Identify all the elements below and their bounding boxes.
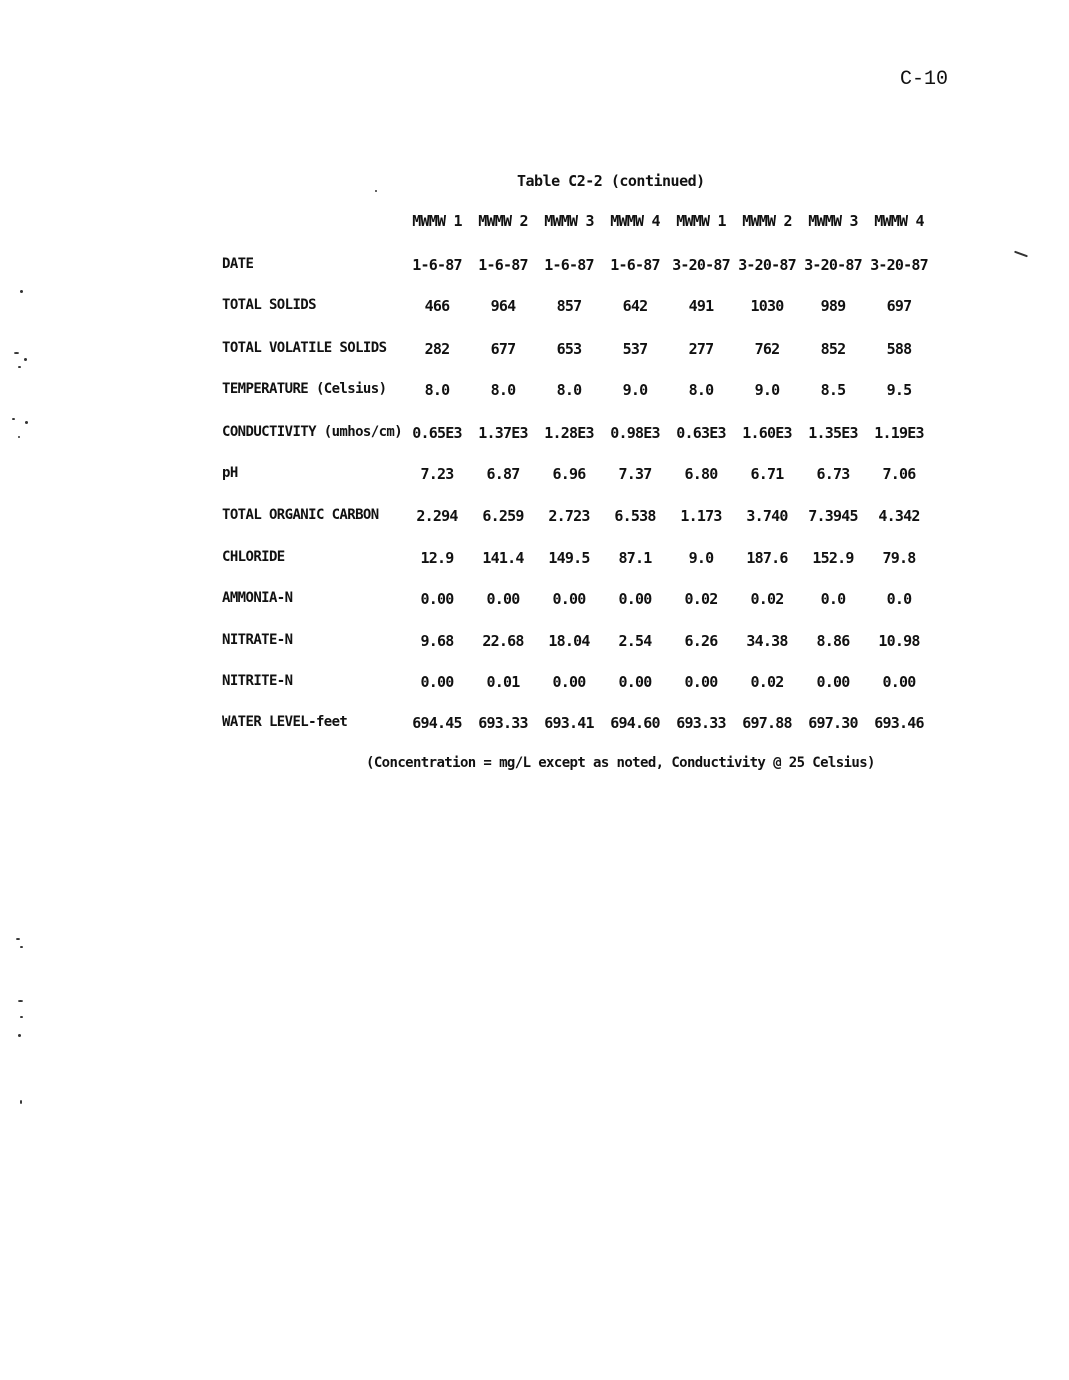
row-label: TOTAL VOLATILE SOLIDS	[222, 340, 387, 356]
table-cell: 1.173	[680, 507, 722, 525]
table-cell: 8.0	[490, 381, 516, 399]
table-cell: 588	[886, 340, 912, 358]
scan-speck	[20, 290, 23, 293]
row-label: CONDUCTIVITY (umhos/cm)	[222, 424, 403, 440]
table-cell: 7.23	[420, 465, 454, 483]
row-label: pH	[222, 465, 238, 481]
table-cell: 0.00	[816, 673, 850, 691]
table-cell: 491	[688, 297, 714, 315]
table-cell: 22.68	[482, 632, 524, 650]
table-cell: 697.30	[808, 714, 858, 732]
table-cell: 6.538	[614, 507, 656, 525]
scan-speck	[25, 421, 28, 424]
table-cell: 277	[688, 340, 714, 358]
table-cell: 7.37	[618, 465, 652, 483]
table-row	[0, 549, 1069, 571]
column-header: MWMW 2	[742, 212, 792, 230]
table-cell: 0.01	[486, 673, 520, 691]
row-label: TEMPERATURE (Celsius)	[222, 381, 387, 397]
column-header: MWMW 2	[478, 212, 528, 230]
scan-speck	[24, 358, 27, 361]
table-cell: 537	[622, 340, 648, 358]
table-cell: 6.259	[482, 507, 524, 525]
table-cell: 1.19E3	[874, 424, 924, 442]
table-cell: 0.0	[886, 590, 912, 608]
table-cell: 1.35E3	[808, 424, 858, 442]
table-cell: 1030	[750, 297, 784, 315]
table-footnote: (Concentration = mg/L except as noted, Conductivity @ 25 Celsius)	[366, 755, 875, 771]
table-cell: 0.00	[618, 673, 652, 691]
table-cell: 0.00	[552, 590, 586, 608]
table-cell: 10.98	[878, 632, 920, 650]
table-cell: 1-6-87	[610, 256, 660, 274]
row-label: WATER LEVEL-feet	[222, 714, 348, 730]
scan-speck	[20, 1100, 22, 1104]
table-cell: 2.723	[548, 507, 590, 525]
table-row	[0, 297, 1069, 319]
table-cell: 693.33	[478, 714, 528, 732]
scan-speck	[16, 938, 20, 940]
table-cell: 9.5	[886, 381, 912, 399]
table-cell: 0.65E3	[412, 424, 462, 442]
scan-speck	[18, 1000, 23, 1002]
table-cell: 0.00	[684, 673, 718, 691]
scan-speck	[14, 352, 19, 354]
table-cell: 152.9	[812, 549, 854, 567]
table-cell: 6.71	[750, 465, 784, 483]
scan-speck	[18, 366, 21, 368]
scan-speck	[12, 418, 15, 420]
column-header: MWMW 1	[676, 212, 726, 230]
column-header: MWMW 3	[808, 212, 858, 230]
table-row	[0, 590, 1069, 612]
table-cell: 857	[556, 297, 582, 315]
table-row	[0, 507, 1069, 529]
table-cell: 693.46	[874, 714, 924, 732]
table-cell: 0.00	[420, 590, 454, 608]
table-cell: 4.342	[878, 507, 920, 525]
table-cell: 0.02	[750, 673, 784, 691]
table-cell: 1.37E3	[478, 424, 528, 442]
column-header-row	[0, 212, 1069, 234]
table-cell: 18.04	[548, 632, 590, 650]
column-header: MWMW 3	[544, 212, 594, 230]
table-row	[0, 424, 1069, 446]
table-cell: 3-20-87	[738, 256, 796, 274]
table-cell: 3.740	[746, 507, 788, 525]
row-label: NITRATE-N	[222, 632, 293, 648]
table-cell: 3-20-87	[804, 256, 862, 274]
table-cell: 8.0	[424, 381, 450, 399]
table-cell: 141.4	[482, 549, 524, 567]
scan-speck	[20, 946, 23, 948]
table-cell: 8.5	[820, 381, 846, 399]
column-header: MWMW 4	[874, 212, 924, 230]
table-row	[0, 714, 1069, 736]
table-cell: 0.00	[552, 673, 586, 691]
table-title: Table C2-2 (continued)	[517, 172, 705, 190]
table-cell: 8.86	[816, 632, 850, 650]
table-cell: 6.26	[684, 632, 718, 650]
table-cell: 694.45	[412, 714, 462, 732]
table-row	[0, 465, 1069, 487]
table-cell: 34.38	[746, 632, 788, 650]
table-cell: 6.96	[552, 465, 586, 483]
scan-speck	[375, 190, 377, 192]
table-cell: 0.98E3	[610, 424, 660, 442]
table-cell: 2.294	[416, 507, 458, 525]
table-cell: 1.28E3	[544, 424, 594, 442]
table-cell: 0.00	[882, 673, 916, 691]
table-cell: 1-6-87	[544, 256, 594, 274]
table-cell: 693.33	[676, 714, 726, 732]
table-cell: 466	[424, 297, 450, 315]
column-header: MWMW 4	[610, 212, 660, 230]
table-cell: 6.87	[486, 465, 520, 483]
table-cell: 0.00	[618, 590, 652, 608]
table-cell: 9.0	[688, 549, 714, 567]
table-cell: 79.8	[882, 549, 916, 567]
row-label: CHLORIDE	[222, 549, 285, 565]
row-label: NITRITE-N	[222, 673, 293, 689]
table-cell: 694.60	[610, 714, 660, 732]
row-label: DATE	[222, 256, 254, 272]
table-cell: 282	[424, 340, 450, 358]
table-cell: 697.88	[742, 714, 792, 732]
table-cell: 989	[820, 297, 846, 315]
table-cell: 3-20-87	[870, 256, 928, 274]
table-cell: 642	[622, 297, 648, 315]
table-row	[0, 673, 1069, 695]
scan-speck	[18, 1034, 21, 1037]
table-cell: 0.0	[820, 590, 846, 608]
scan-speck	[18, 436, 20, 438]
table-cell: 0.02	[750, 590, 784, 608]
scan-speck	[20, 1016, 23, 1018]
table-cell: 6.73	[816, 465, 850, 483]
table-cell: 1-6-87	[412, 256, 462, 274]
table-cell: 8.0	[556, 381, 582, 399]
table-cell: 964	[490, 297, 516, 315]
table-cell: 697	[886, 297, 912, 315]
table-cell: 3-20-87	[672, 256, 730, 274]
table-row	[0, 256, 1069, 278]
table-cell: 677	[490, 340, 516, 358]
table-cell: 9.0	[622, 381, 648, 399]
table-cell: 1-6-87	[478, 256, 528, 274]
column-header: MWMW 1	[412, 212, 462, 230]
table-row	[0, 632, 1069, 654]
table-row	[0, 381, 1069, 403]
table-cell: 9.0	[754, 381, 780, 399]
row-label: AMMONIA-N	[222, 590, 293, 606]
table-row	[0, 340, 1069, 362]
table-cell: 9.68	[420, 632, 454, 650]
table-cell: 12.9	[420, 549, 454, 567]
table-cell: 8.0	[688, 381, 714, 399]
table-cell: 87.1	[618, 549, 652, 567]
table-cell: 852	[820, 340, 846, 358]
table-cell: 2.54	[618, 632, 652, 650]
table-cell: 762	[754, 340, 780, 358]
table-cell: 7.06	[882, 465, 916, 483]
table-cell: 149.5	[548, 549, 590, 567]
table-cell: 0.00	[420, 673, 454, 691]
table-cell: 0.02	[684, 590, 718, 608]
row-label: TOTAL SOLIDS	[222, 297, 316, 313]
page-number: C-10	[900, 68, 949, 91]
table-cell: 187.6	[746, 549, 788, 567]
table-cell: 6.80	[684, 465, 718, 483]
table-cell: 1.60E3	[742, 424, 792, 442]
table-cell: 653	[556, 340, 582, 358]
row-label: TOTAL ORGANIC CARBON	[222, 507, 379, 523]
table-cell: 7.3945	[808, 507, 858, 525]
table-cell: 693.41	[544, 714, 594, 732]
table-cell: 0.00	[486, 590, 520, 608]
table-cell: 0.63E3	[676, 424, 726, 442]
